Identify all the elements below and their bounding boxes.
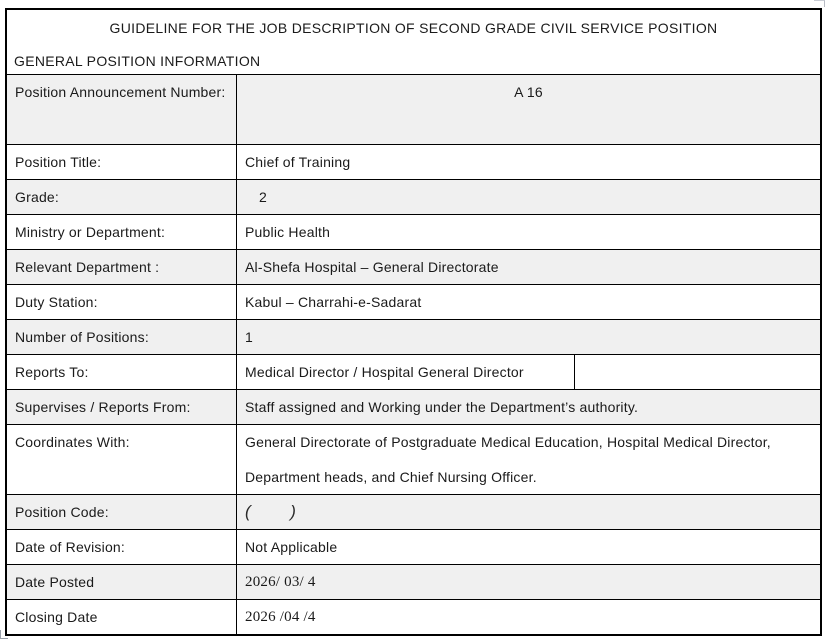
- row-label: Reports To:: [7, 355, 237, 389]
- row-label: Date Posted: [7, 565, 237, 599]
- row-value: 2: [259, 189, 267, 205]
- row-value: 1: [245, 329, 253, 345]
- table-row-grade: [7, 179, 820, 214]
- row-value-extra: [575, 355, 820, 389]
- table-row-relevant-department: [7, 249, 820, 284]
- row-value: Al-Shefa Hospital – General Directorate: [245, 259, 499, 275]
- table-row-supervises: [7, 389, 820, 424]
- job-description-table: [5, 8, 822, 636]
- row-label: Supervises / Reports From:: [7, 390, 237, 424]
- row-label: Position Code:: [7, 495, 237, 529]
- table-row-closing-date: [7, 599, 820, 634]
- row-value: Not Applicable: [245, 539, 338, 555]
- row-label: Ministry or Department:: [7, 215, 237, 249]
- row-label: Grade:: [7, 180, 237, 214]
- row-value: ( ): [245, 502, 297, 521]
- table-row-date-posted: [7, 564, 820, 599]
- row-value: Medical Director / Hospital General Director: [237, 355, 575, 389]
- row-label: Date of Revision:: [7, 530, 237, 564]
- table-row-duty-station: [7, 284, 820, 319]
- section-title: GENERAL POSITION INFORMATION: [14, 53, 261, 69]
- row-value: Staff assigned and Working under the Department’s authority.: [245, 399, 639, 415]
- scan-artifact-top-right: [814, 0, 825, 7]
- table-header: [7, 10, 820, 74]
- row-value: 2026 /04 /4: [245, 608, 316, 625]
- row-value: Chief of Training: [245, 154, 351, 170]
- table-row-position-title: [7, 144, 820, 179]
- table-row-ministry: [7, 214, 820, 249]
- table-row-position-code: [7, 494, 820, 529]
- table-row-coordinates-with: [7, 424, 820, 494]
- row-label: Duty Station:: [7, 285, 237, 319]
- table-row-announcement-number: [7, 74, 820, 144]
- table-row-date-of-revision: [7, 529, 820, 564]
- row-label: Number of Positions:: [7, 320, 237, 354]
- row-value: A 16: [514, 84, 543, 100]
- row-label: Closing Date: [7, 600, 237, 634]
- document-title: GUIDELINE FOR THE JOB DESCRIPTION OF SECOND GRADE CIVIL SERVICE POSITION: [109, 20, 718, 36]
- row-value: Kabul – Charrahi-e-Sadarat: [245, 294, 422, 310]
- row-value: General Directorate of Postgraduate Medical Education, Hospital Medical Director, Department heads, and Chief Nursing Officer.: [245, 434, 775, 485]
- row-value: 2026/ 03/ 4: [245, 573, 316, 590]
- table-row-number-of-positions: [7, 319, 820, 354]
- row-label: Coordinates With:: [7, 425, 237, 494]
- scan-artifact-bottom-left: [0, 630, 8, 639]
- row-label: Position Announcement Number:: [7, 75, 237, 144]
- row-value: Public Health: [245, 224, 331, 240]
- row-label: Relevant Department :: [7, 250, 237, 284]
- table-row-reports-to: [7, 354, 820, 389]
- row-label: Position Title:: [7, 145, 237, 179]
